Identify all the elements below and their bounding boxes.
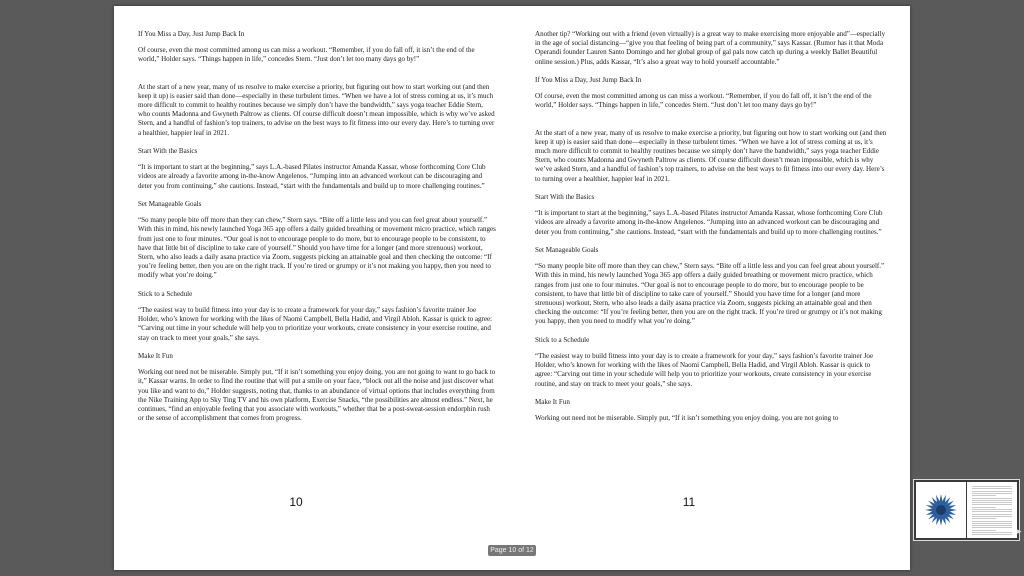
paragraph: Working out need not be miserable. Simply put, “If it isn’t something you enjoy doing, you are not going to	[535, 414, 839, 423]
paragraph: At the start of a new year, many of us resolve to make exercise a priority, but figuring out how to start working out (and then keep it up) is easier said than done—especially in these turbulent times. “When we have a lot of stress coming at us, it’s much more difficult to commit to healthy routines because we simply don’t have the bandwidth,” says yoga teacher Eddie Stern, who counts Madonna and Gwyneth Paltrow as clients. Of course difficult doesn’t mean impossible, which is why we’ve asked Stern, and a handful of fashion’s top trainers, to advise on the best ways to fit fitness into our every day. Here’s to turning over a healthier, happier leaf in 2021.	[138, 82, 495, 137]
page-number-10: 10	[289, 495, 303, 509]
paragraph: Of course, even the most committed among us can miss a workout. “Remember, if you do fall off, it isn’t the end of the world,” Holder says. “Things happen in life,” concedes Stern. “Just don’t let too many days go by!”	[138, 46, 475, 64]
paragraph: “So many people bite off more than they can chew,” Stern says. “Bite off a little less and you can feel great about yourself.” With this in mind, his newly launched Yoga 365 app offers a daily guided breathing or movement micro practice, which ranges from just one to four minutes. “Our goal is not to encourage people to do more, but to encourage people to be consistent, to have that little bit of discipline to take care of yourself.” Should you have time for a longer (and more strenuous) workout, Stern, who also leads a daily asana practice via Zoom, suggests picking an attainable goal and then checking the outcome: “If you’re feeling better, then you are on the right track. If you’re tired or grumpy or it’s not making you happy, then you need to modify what you’re doing.”	[138, 216, 496, 280]
section-heading: Start With the Basics	[138, 147, 198, 156]
paragraph: Another tip? “Working out with a friend (even virtually) is a great way to make exercising more enjoyable and”—especially in the age of social distancing—“give you that feeling of being part of a community,” says Kassar. (Rumor has it that Moda Operandi founder Lauren Santo Domingo and her global group of gal pals now catch up during a weekly Ballet Beautiful online session.) Plus, adds Kassar, “It’s also a great way to hold yourself accountable.”	[535, 30, 886, 66]
section-heading: Make It Fun	[535, 398, 570, 407]
page-number-11: 11	[682, 495, 696, 509]
paragraph: Working out need not be miserable. Simply put, “If it isn’t something you enjoy doing, you are not going to want to go back to it,” Kassar warns. In order to find the routine that will put a smile on your face, “block out all the noise and just discover what you like and want to do,” Holder suggests, noting that, thanks to an abundance of virtual options that includes everything from the Nike Training App to Sky Ting TV and his own platform, Exercise Snacks, “the possibilities are almost endless.” Next, he continues, “find an enjoyable feeling that you associate with workouts,” whether that be a post-sweat-session endorphin rush or the sense of accomplishment that comes from progress.	[138, 368, 496, 423]
section-heading: Stick to a Schedule	[535, 335, 590, 344]
nav-next-icon[interactable]: ▸	[1017, 527, 1022, 537]
paragraph: “So many people bite off more than they can chew,” Stern says. “Bite off a little less and you can feel great about yourself.” With this in mind, his newly launched Yoga 365 app offers a daily guided breathing or movement micro practice, which ranges from just one to four minutes. “Our goal is not to encourage people to do more, but to encourage people to be consistent, to have that little bit of discipline to take care of yourself.” Should you have time for a longer (and more strenuous) workout, Stern, who also leads a daily asana practice via Zoom, suggests picking an attainable goal and then checking the outcome: “If you’re feeling better, then you are on the right track. If you’re tired or grumpy or it’s not making you happy, then you need to modify what you’re doing.”	[535, 262, 885, 326]
page-10-text	[138, 30, 496, 433]
page-indicator: Page 10 of 12	[488, 545, 536, 556]
paragraph: At the start of a new year, many of us resolve to make exercise a priority, but figuring out how to start working out (and then keep it up) is easier said than done—especially in these turbulent times. “When we have a lot of stress coming at us, it’s much more difficult to commit to healthy routines because we simply don’t have the bandwidth,” says yoga teacher Eddie Stern, who counts Madonna and Gwyneth Paltrow as clients. Of course difficult doesn’t mean impossible, which is why we’ve asked Stern, and a handful of fashion’s top trainers, to advise on the best ways to fit fitness into our every day. Here’s to turning over a healthier, happier leaf in 2021.	[535, 128, 887, 183]
paragraph: “It is important to start at the beginning,” says L.A.-based Pilates instructor Amanda Kassar, whose forthcoming Core Club videos are already a favorite among in-the-know Angelenos. “Jumping into an advanced workout can be discouraging and deter you from continuing,” she cautions. Instead, “start with the fundamentals and build up to more challenging routines.”	[535, 209, 883, 236]
paragraph: “The easiest way to build fitness into your day is to create a framework for your day,” says fashion’s favorite trainer Joe Holder, who’s known for working with the likes of Naomi Campbell, Bella Hadid, and Virgil Abloh. Kassar is quick to agree: “Carving out time in your schedule will help you to prioritize your workouts, create consistency in your exercise routine, and stay on track to meet your goals,” she says.	[535, 352, 874, 388]
paragraph: Of course, even the most committed among us can miss a workout. “Remember, if you do fall off, it isn’t the end of the world,” Holder says. “Things happen in life,” concedes Stern. “Just don’t let too many days go by!”	[535, 92, 872, 110]
section-heading: Set Manageable Goals	[138, 200, 202, 209]
section-heading: Make It Fun	[138, 352, 173, 361]
section-heading: If You Miss a Day, Just Jump Back In	[535, 76, 642, 84]
section-heading: If You Miss a Day, Just Jump Back In	[138, 30, 245, 38]
document-spread[interactable]	[114, 6, 910, 570]
page-11-text	[535, 30, 887, 433]
page-10[interactable]	[114, 6, 512, 570]
paragraph: “The easiest way to build fitness into your day is to create a framework for your day,” says fashion’s favorite trainer Joe Holder, who’s known for working with the likes of Naomi Campbell, Bella Hadid, and Virgil Abloh. Kassar is quick to agree: “Carving out time in your schedule will help you to prioritize your workouts, create consistency in your exercise routine, and stay on track to meet your goals,” she says.	[138, 306, 493, 342]
section-heading: Start With the Basics	[535, 193, 595, 202]
paragraph: “It is important to start at the beginning,” says L.A.-based Pilates instructor Amanda Kassar, whose forthcoming Core Club videos are already a favorite among in-the-know Angelenos. “Jumping into an advanced workout can be discouraging and deter you from continuing,” she cautions. Instead, “start with the fundamentals and build up to more challenging routines.”	[138, 163, 486, 190]
page-thumbnail[interactable]	[913, 479, 1020, 541]
page-11[interactable]	[512, 6, 910, 570]
section-heading: Stick to a Schedule	[138, 289, 193, 298]
section-heading: Set Manageable Goals	[535, 246, 599, 255]
